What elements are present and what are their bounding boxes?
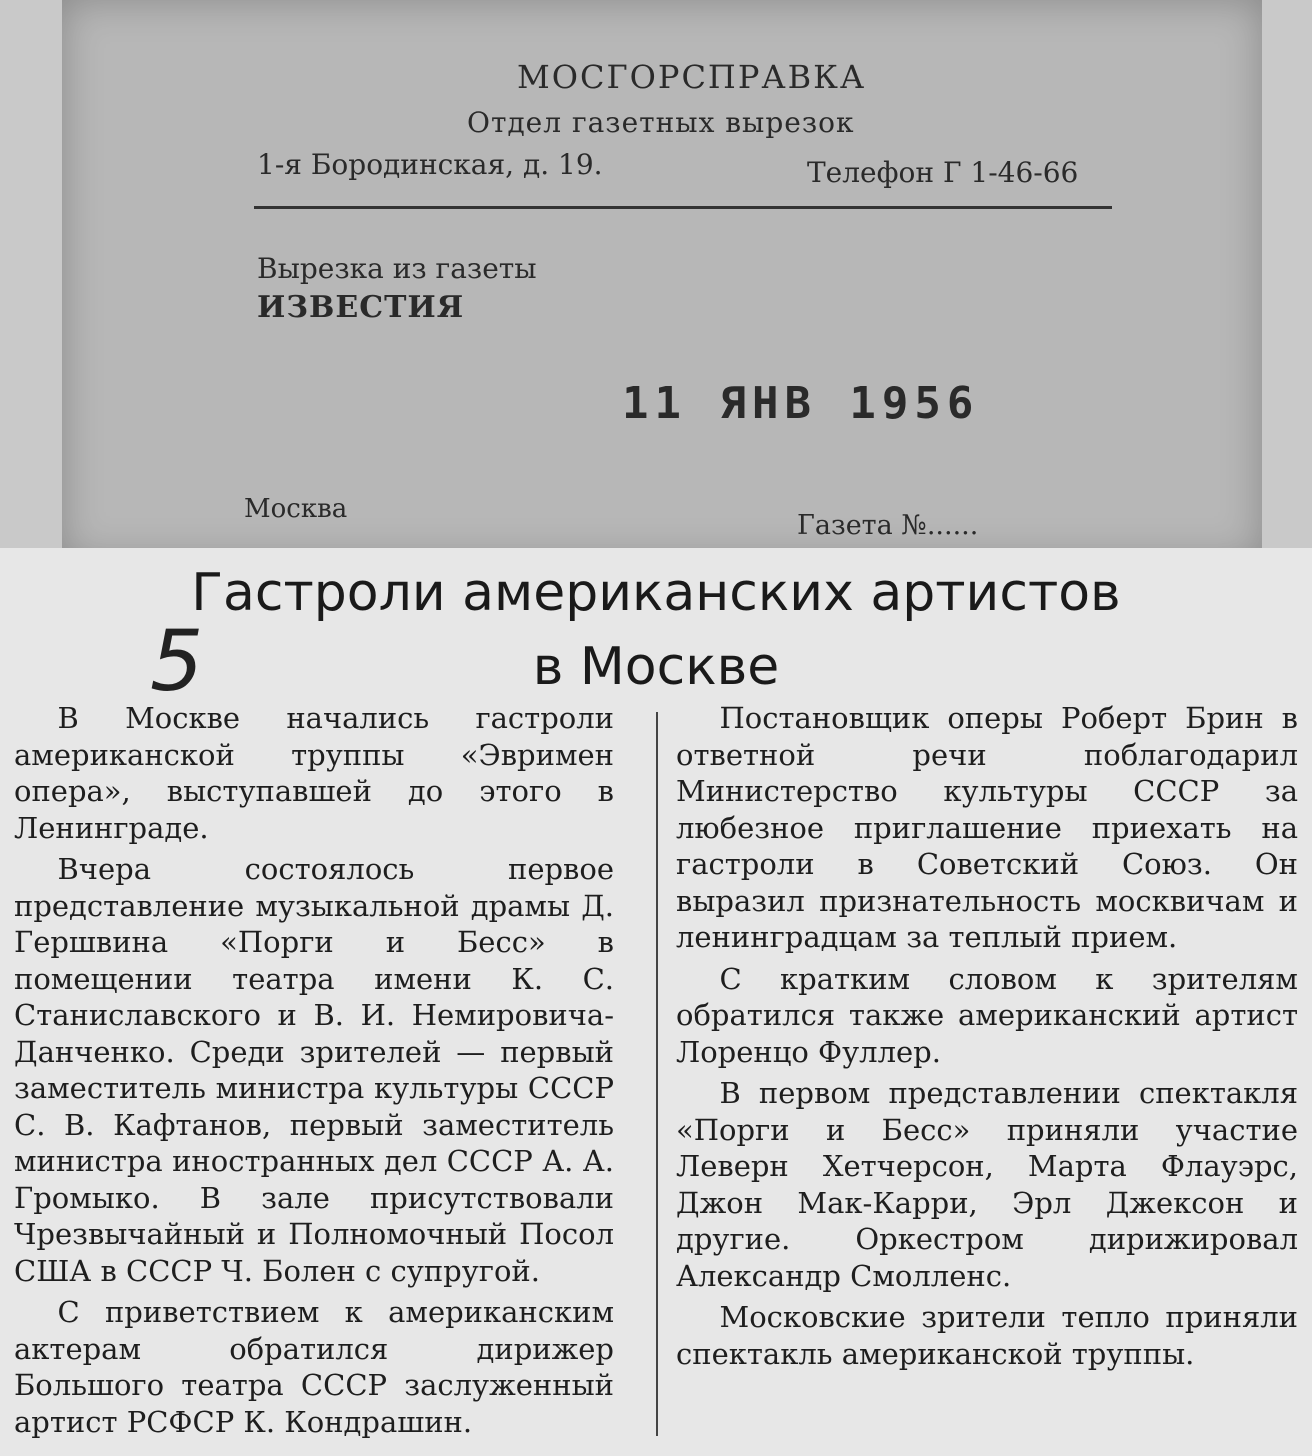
headline-line-2: в Москве [532, 637, 780, 697]
paragraph: В Москве начались гастроли американской труппы «Эвримен опера», выступавшей до этого в Ленинграде. [14, 701, 614, 845]
paragraph: С приветствием к американским актерам обратился дирижер Большого театра СССР заслуженный артист РСФСР К. Кондрашин. [14, 1295, 614, 1439]
handwritten-annotation: 5 [150, 612, 204, 710]
clipping-service-slip [62, 0, 1262, 560]
bureau-address: 1-я Бородинская, д. 19. [257, 148, 603, 181]
paragraph: В первом представлении спектакля «Порги и Бесс» приняли участие Леверн Хетчерсон, Марта Флауэрс, Джон Мак-Карри, Эрл Джексон и другие. Оркестром дирижировал Александр Смолленс. [676, 1076, 1298, 1293]
city-label: Москва [244, 494, 348, 524]
headline-line-1: Гастроли американских артистов [191, 563, 1121, 623]
paragraph: С кратким словом к зрителям обратился также американский артист Лоренцо Фуллер. [676, 961, 1298, 1069]
date-stamp: 11 ЯНВ 1956 [622, 378, 980, 429]
header-rule [254, 206, 1112, 209]
department-name: Отдел газетных вырезок [467, 106, 855, 139]
paragraph: Вчера состоялось первое представление музыкальной драмы Д. Гершвина «Порги и Бесс» в помещении театра имени К. С. Станиславского и В. И. Немировича-Данченко. Среди зрителей — первый заместитель министра культуры СССР С. В. Кафтанов, первый заместитель министра иностранных дел СССР А. А. Громыко. В зале присутствовали Чрезвычайный и Полномочный Посол США в СССР Ч. Болен с супругой. [14, 852, 614, 1288]
bureau-name: МОСГОРСПРАВКА [517, 58, 867, 96]
paragraph: Постановщик оперы Роберт Брин в ответной речи поблагодарил Министерство культуры СССР за любезное приглашение приехать на гастроли в Советский Союз. Он выразил признательность москвичам и ленинградцам за теплый прием. [676, 701, 1298, 954]
bureau-phone: Телефон Г 1-46-66 [807, 156, 1079, 189]
paragraph: Московские зрители тепло приняли спектакль американской труппы. [676, 1300, 1298, 1371]
article-column-left [14, 700, 614, 1445]
article-column-right [676, 700, 1298, 1377]
column-divider [656, 712, 658, 1436]
issue-number-label: Газета №...... [797, 510, 979, 541]
newspaper-name: ИЗВЕСТИЯ [257, 290, 465, 325]
clipping-source-label: Вырезка из газеты [257, 252, 537, 285]
